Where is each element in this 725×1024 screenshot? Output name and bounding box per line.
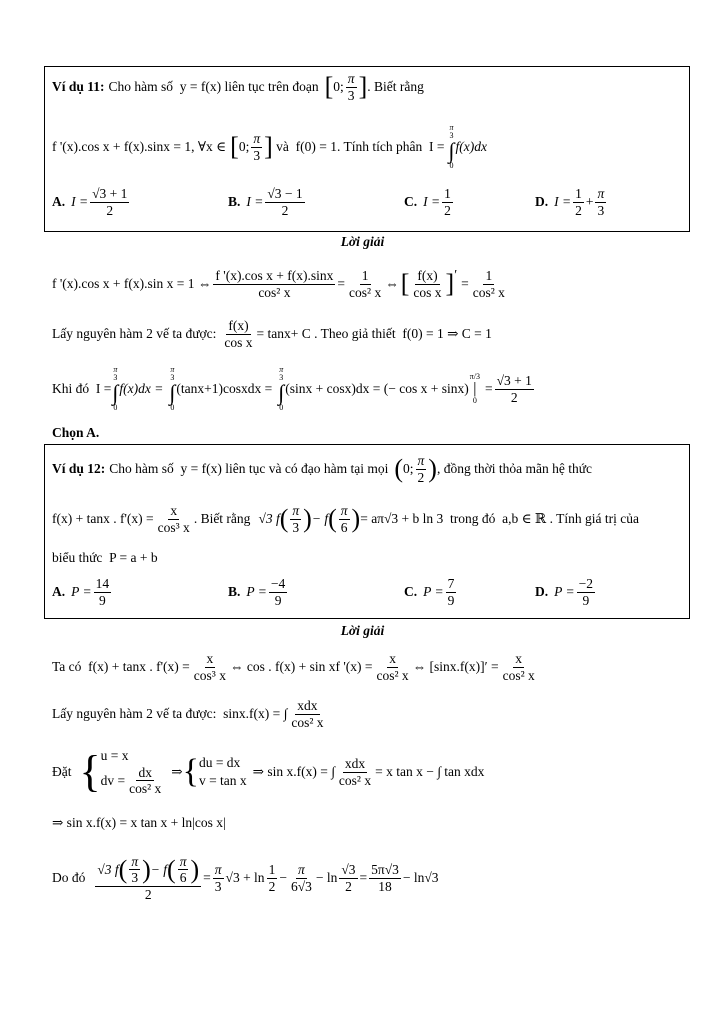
ex11-bracket-open: [ xyxy=(324,72,334,101)
sol12-line-2: Lấy nguyên hàm 2 vế ta được: sinx.f(x) = ∫ $\frac{\text{xdx}}{\text{cos² x}}$ xyxy=(52,697,324,730)
sol12-big-fraction: √3 f ( $\frac{\pi}{3}$ ) − f ( $\frac{\pi}{6}$ ) 2 xyxy=(97,853,200,902)
ex11-cond-lhs: f '(x).cos x + f(x).sinx = 1, ∀x ∈ xyxy=(52,139,227,154)
ex11-condition-line xyxy=(52,118,487,176)
ex11-cond-bracket-open: [ xyxy=(230,132,239,161)
ex11-choice-a[interactable]: A. I = $\frac{√3 + 1}{2}$ xyxy=(52,186,128,218)
ex12-choice-b[interactable]: B. P = $\frac{-4}{9}$ xyxy=(228,576,286,608)
ex11-cond-pi-over-3: $\frac{\pi}{3}$ xyxy=(253,130,261,163)
ex11-pi-over-3: $\frac{\pi}{3}$ xyxy=(347,70,355,103)
ex11-label: Ví dụ 11: xyxy=(52,79,105,94)
sol12-line-4: ⇒ sin x.f(x) = x tan x + ln|cos x| xyxy=(52,815,226,830)
sol11-choose: Chọn A. xyxy=(52,425,100,440)
sol12-system-2: { du = dx v = tan x xyxy=(182,753,247,790)
ex11-cond-bracket-close: ] xyxy=(264,132,273,161)
ex12-choice-a[interactable]: A. P = $\frac{14}{9}$ xyxy=(52,576,110,608)
ex11-intro-end: . Biết rằng xyxy=(367,79,424,94)
ex12-choice-d[interactable]: D. P = $\frac{-2}{9}$ xyxy=(535,576,593,608)
ex12-choice-c[interactable]: C. P = $\frac{7}{9}$ xyxy=(404,576,455,608)
sol12-line-5: Do đó √3 f ( $\frac{\pi}{3}$ ) − f ( $\frac{\pi}{6}$ ) 2 = $\frac{\pi}{3}$ √3 + ln $\frac{1}{2}$ − $\frac{\pi}{6√3}$ − ln $\frac{√3}{2}$ = $\frac{5\pi√3}{18}$ − ln√3 xyxy=(52,853,439,902)
sol11-line-3: Khi đó I = π 3 ∫ 0 f(x)dx = π 3 ∫ 0 (tanx+1)cosxdx = π 3 ∫ 0 (sinx + cosx)dx = (− cos x + sinx) π/3 | 0 = $\frac{√3 + 1}{2}$ xyxy=(52,365,532,412)
ex11-integral: π 3 ∫ 0 xyxy=(448,123,455,170)
sol12-system-1: { u = x dv = $\frac{dx}{\text{cos² x}}$ xyxy=(79,746,162,797)
ex11-intro-line xyxy=(52,72,424,102)
sol11-line-1: f '(x).cos x + f(x).sin x = 1 ⇔ $\frac{\text{f '(x).cos x + f(x).sinx}}{\text{cos² x}}$ = $\frac{1}{\text{cos² x}}$ ⇔ [ $\frac{f(x)}{\text{cos x}}$ ] ′ = $\frac{1}{\text{cos² x}}$ xyxy=(52,267,505,300)
ex11-cond-and: và f(0) = 1. Tính tích phân I = xyxy=(272,139,445,154)
ex11-cond-interval-a: 0; xyxy=(238,139,250,154)
sol12-line-1: Ta có f(x) + tanx . f'(x) = $\frac{x}{\text{cos³ x}}$ ⇔ cos . f(x) + sin xf '(x) = $\frac{x}{\text{cos² x}}$ ⇔ [sinx.f(x)]′ = $\frac{x}{\text{cos² x}}$ xyxy=(52,650,535,683)
sol11-line-2: Lấy nguyên hàm 2 vế ta được: $\frac{f(x)}{\text{cos x}}$ = tanx+ C . Theo giả thiết f(0) = 1 ⇒ C = 1 xyxy=(52,317,492,350)
ex12-intro-line: Ví dụ 12: Cho hàm số y = f(x) liên tục và có đạo hàm tại mọi ( 0; $\frac{\pi}{2}$ ) , đồng thời thỏa mãn hệ thức xyxy=(52,452,593,485)
sol11-heading: Lời giải xyxy=(340,234,385,249)
ex11-interval-a: 0; xyxy=(333,79,344,94)
ex11-bracket-close: ] xyxy=(358,72,368,101)
ex11-choice-b[interactable]: B. I = $\frac{√3 - 1}{2}$ xyxy=(228,186,303,218)
sol12-heading: Lời giải xyxy=(340,623,385,638)
ex11-integrand: f(x)dx xyxy=(455,139,487,154)
ex11-intro: Cho hàm số y = f(x) liên tục trên đoạn xyxy=(108,79,319,94)
ex11-choice-c[interactable]: C. I = $\frac{1}{2}$ xyxy=(404,186,451,218)
sol12-line-3: Đặt { u = x dv = $\frac{dx}{\text{cos² x}}$ ⇒ { du = dx v = tan x ⇒ sin x.f(x) = ∫ $\frac{\text{xdx}}{\text{cos² x}}$ = x tan x − ∫ tan xdx xyxy=(52,746,485,797)
ex12-relation-line: f(x) + tanx . f'(x) = $\frac{x}{\text{cos³ x}}$ . Biết rằng √3 f ( $\frac{\pi}{3}$ ) − f ( $\frac{\pi}{6}$ ) = aπ√3 + b ln 3 trong đó a,b ∈ ℝ . Tính giá trị của xyxy=(52,502,639,535)
ex12-expr-line: biểu thức P = a + b xyxy=(52,550,158,565)
ex11-choice-d[interactable]: D. I = $\frac{1}{2}$ + $\frac{\pi}{3}$ xyxy=(535,186,605,218)
